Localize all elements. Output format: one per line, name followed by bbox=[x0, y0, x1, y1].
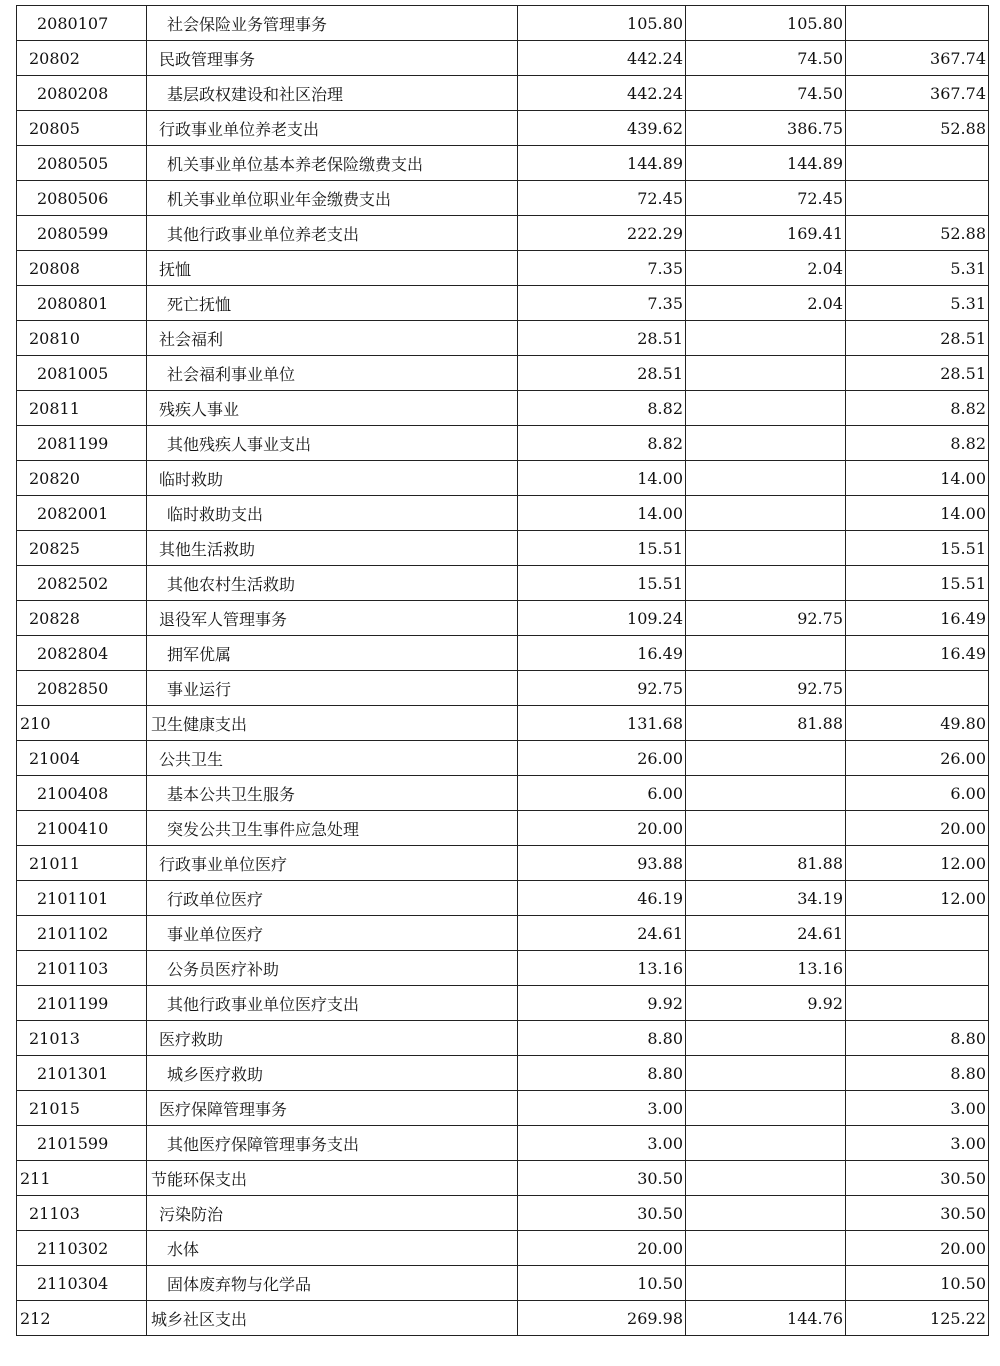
total-amount-cell: 131.68 bbox=[518, 706, 686, 741]
table-row bbox=[17, 1231, 989, 1266]
project-expenditure-cell: 16.49 bbox=[846, 601, 989, 636]
total-amount-cell: 72.45 bbox=[518, 181, 686, 216]
subject-code-cell: 2080107 bbox=[17, 6, 147, 41]
subject-name-cell: 医疗保障管理事务 bbox=[147, 1091, 518, 1126]
subject-code-cell: 211 bbox=[17, 1161, 147, 1196]
basic-expenditure-cell bbox=[686, 461, 846, 496]
table-row bbox=[17, 881, 989, 916]
subject-code-cell: 2082001 bbox=[17, 496, 147, 531]
subject-code-cell: 20810 bbox=[17, 321, 147, 356]
subject-name-cell: 残疾人事业 bbox=[147, 391, 518, 426]
basic-expenditure-cell: 386.75 bbox=[686, 111, 846, 146]
total-amount-cell: 20.00 bbox=[518, 811, 686, 846]
subject-name-cell: 污染防治 bbox=[147, 1196, 518, 1231]
subject-name-cell: 其他生活救助 bbox=[147, 531, 518, 566]
total-amount-cell: 3.00 bbox=[518, 1091, 686, 1126]
subject-code-cell: 21013 bbox=[17, 1021, 147, 1056]
project-expenditure-cell: 28.51 bbox=[846, 321, 989, 356]
total-amount-cell: 109.24 bbox=[518, 601, 686, 636]
table-row bbox=[17, 1056, 989, 1091]
total-amount-cell: 13.16 bbox=[518, 951, 686, 986]
basic-expenditure-cell bbox=[686, 741, 846, 776]
table-row bbox=[17, 251, 989, 286]
subject-name-cell: 行政单位医疗 bbox=[147, 881, 518, 916]
subject-code-cell: 2082850 bbox=[17, 671, 147, 706]
total-amount-cell: 28.51 bbox=[518, 321, 686, 356]
table-row bbox=[17, 426, 989, 461]
basic-expenditure-cell: 74.50 bbox=[686, 76, 846, 111]
project-expenditure-cell: 52.88 bbox=[846, 111, 989, 146]
project-expenditure-cell: 12.00 bbox=[846, 881, 989, 916]
subject-name-cell: 社会保险业务管理事务 bbox=[147, 6, 518, 41]
table-row bbox=[17, 496, 989, 531]
project-expenditure-cell bbox=[846, 181, 989, 216]
project-expenditure-cell: 30.50 bbox=[846, 1196, 989, 1231]
subject-code-cell: 2100408 bbox=[17, 776, 147, 811]
basic-expenditure-cell bbox=[686, 1056, 846, 1091]
basic-expenditure-cell: 144.89 bbox=[686, 146, 846, 181]
total-amount-cell: 15.51 bbox=[518, 566, 686, 601]
subject-name-cell: 其他农村生活救助 bbox=[147, 566, 518, 601]
total-amount-cell: 16.49 bbox=[518, 636, 686, 671]
project-expenditure-cell: 15.51 bbox=[846, 566, 989, 601]
total-amount-cell: 8.82 bbox=[518, 391, 686, 426]
subject-name-cell: 基层政权建设和社区治理 bbox=[147, 76, 518, 111]
table-row bbox=[17, 1126, 989, 1161]
project-expenditure-cell: 8.82 bbox=[846, 426, 989, 461]
total-amount-cell: 105.80 bbox=[518, 6, 686, 41]
basic-expenditure-cell: 24.61 bbox=[686, 916, 846, 951]
table-row bbox=[17, 566, 989, 601]
project-expenditure-cell: 14.00 bbox=[846, 496, 989, 531]
subject-name-cell: 水体 bbox=[147, 1231, 518, 1266]
total-amount-cell: 7.35 bbox=[518, 251, 686, 286]
total-amount-cell: 30.50 bbox=[518, 1196, 686, 1231]
table-row bbox=[17, 601, 989, 636]
project-expenditure-cell: 26.00 bbox=[846, 741, 989, 776]
table-row bbox=[17, 776, 989, 811]
basic-expenditure-cell: 92.75 bbox=[686, 671, 846, 706]
basic-expenditure-cell: 13.16 bbox=[686, 951, 846, 986]
basic-expenditure-cell bbox=[686, 1126, 846, 1161]
table-row bbox=[17, 76, 989, 111]
basic-expenditure-cell bbox=[686, 496, 846, 531]
subject-code-cell: 2080208 bbox=[17, 76, 147, 111]
project-expenditure-cell: 15.51 bbox=[846, 531, 989, 566]
subject-name-cell: 退役军人管理事务 bbox=[147, 601, 518, 636]
total-amount-cell: 8.82 bbox=[518, 426, 686, 461]
project-expenditure-cell: 8.80 bbox=[846, 1056, 989, 1091]
subject-name-cell: 其他行政事业单位医疗支出 bbox=[147, 986, 518, 1021]
table-row bbox=[17, 391, 989, 426]
basic-expenditure-cell bbox=[686, 391, 846, 426]
subject-name-cell: 机关事业单位职业年金缴费支出 bbox=[147, 181, 518, 216]
table-row bbox=[17, 636, 989, 671]
table-row bbox=[17, 1301, 989, 1336]
total-amount-cell: 222.29 bbox=[518, 216, 686, 251]
subject-code-cell: 212 bbox=[17, 1301, 147, 1336]
subject-name-cell: 其他残疾人事业支出 bbox=[147, 426, 518, 461]
basic-expenditure-cell: 2.04 bbox=[686, 286, 846, 321]
basic-expenditure-cell: 92.75 bbox=[686, 601, 846, 636]
project-expenditure-cell: 5.31 bbox=[846, 251, 989, 286]
basic-expenditure-cell bbox=[686, 1231, 846, 1266]
subject-name-cell: 基本公共卫生服务 bbox=[147, 776, 518, 811]
subject-code-cell: 2101199 bbox=[17, 986, 147, 1021]
total-amount-cell: 442.24 bbox=[518, 76, 686, 111]
total-amount-cell: 144.89 bbox=[518, 146, 686, 181]
total-amount-cell: 439.62 bbox=[518, 111, 686, 146]
basic-expenditure-cell: 9.92 bbox=[686, 986, 846, 1021]
basic-expenditure-cell: 2.04 bbox=[686, 251, 846, 286]
subject-code-cell: 2100410 bbox=[17, 811, 147, 846]
budget-table bbox=[16, 5, 989, 1336]
subject-code-cell: 20825 bbox=[17, 531, 147, 566]
project-expenditure-cell bbox=[846, 986, 989, 1021]
total-amount-cell: 26.00 bbox=[518, 741, 686, 776]
subject-code-cell: 20828 bbox=[17, 601, 147, 636]
table-row bbox=[17, 41, 989, 76]
project-expenditure-cell: 3.00 bbox=[846, 1091, 989, 1126]
total-amount-cell: 30.50 bbox=[518, 1161, 686, 1196]
subject-name-cell: 社会福利 bbox=[147, 321, 518, 356]
table-row bbox=[17, 181, 989, 216]
subject-name-cell: 民政管理事务 bbox=[147, 41, 518, 76]
basic-expenditure-cell bbox=[686, 356, 846, 391]
subject-code-cell: 2101102 bbox=[17, 916, 147, 951]
project-expenditure-cell: 14.00 bbox=[846, 461, 989, 496]
total-amount-cell: 20.00 bbox=[518, 1231, 686, 1266]
project-expenditure-cell: 28.51 bbox=[846, 356, 989, 391]
project-expenditure-cell: 3.00 bbox=[846, 1126, 989, 1161]
basic-expenditure-cell bbox=[686, 636, 846, 671]
subject-name-cell: 城乡社区支出 bbox=[147, 1301, 518, 1336]
subject-name-cell: 节能环保支出 bbox=[147, 1161, 518, 1196]
subject-name-cell: 公务员医疗补助 bbox=[147, 951, 518, 986]
project-expenditure-cell: 16.49 bbox=[846, 636, 989, 671]
total-amount-cell: 8.80 bbox=[518, 1021, 686, 1056]
project-expenditure-cell: 5.31 bbox=[846, 286, 989, 321]
project-expenditure-cell: 125.22 bbox=[846, 1301, 989, 1336]
total-amount-cell: 24.61 bbox=[518, 916, 686, 951]
subject-name-cell: 事业单位医疗 bbox=[147, 916, 518, 951]
subject-name-cell: 社会福利事业单位 bbox=[147, 356, 518, 391]
subject-code-cell: 2081005 bbox=[17, 356, 147, 391]
subject-code-cell: 210 bbox=[17, 706, 147, 741]
basic-expenditure-cell bbox=[686, 531, 846, 566]
total-amount-cell: 442.24 bbox=[518, 41, 686, 76]
project-expenditure-cell bbox=[846, 916, 989, 951]
subject-code-cell: 21011 bbox=[17, 846, 147, 881]
subject-name-cell: 行政事业单位养老支出 bbox=[147, 111, 518, 146]
subject-name-cell: 临时救助 bbox=[147, 461, 518, 496]
subject-name-cell: 固体废弃物与化学品 bbox=[147, 1266, 518, 1301]
subject-name-cell: 医疗救助 bbox=[147, 1021, 518, 1056]
subject-name-cell: 事业运行 bbox=[147, 671, 518, 706]
basic-expenditure-cell bbox=[686, 426, 846, 461]
basic-expenditure-cell: 72.45 bbox=[686, 181, 846, 216]
basic-expenditure-cell bbox=[686, 1161, 846, 1196]
subject-name-cell: 临时救助支出 bbox=[147, 496, 518, 531]
subject-code-cell: 21004 bbox=[17, 741, 147, 776]
project-expenditure-cell: 367.74 bbox=[846, 41, 989, 76]
subject-name-cell: 拥军优属 bbox=[147, 636, 518, 671]
table-row bbox=[17, 1091, 989, 1126]
subject-code-cell: 2080801 bbox=[17, 286, 147, 321]
basic-expenditure-cell bbox=[686, 566, 846, 601]
subject-name-cell: 公共卫生 bbox=[147, 741, 518, 776]
basic-expenditure-cell bbox=[686, 1021, 846, 1056]
project-expenditure-cell bbox=[846, 6, 989, 41]
subject-code-cell: 20808 bbox=[17, 251, 147, 286]
subject-code-cell: 2080505 bbox=[17, 146, 147, 181]
subject-code-cell: 21015 bbox=[17, 1091, 147, 1126]
table-row bbox=[17, 706, 989, 741]
subject-code-cell: 2082502 bbox=[17, 566, 147, 601]
subject-name-cell: 抚恤 bbox=[147, 251, 518, 286]
subject-name-cell: 突发公共卫生事件应急处理 bbox=[147, 811, 518, 846]
subject-code-cell: 2101101 bbox=[17, 881, 147, 916]
project-expenditure-cell: 52.88 bbox=[846, 216, 989, 251]
subject-code-cell: 2080599 bbox=[17, 216, 147, 251]
subject-name-cell: 死亡抚恤 bbox=[147, 286, 518, 321]
basic-expenditure-cell: 81.88 bbox=[686, 846, 846, 881]
subject-code-cell: 2101599 bbox=[17, 1126, 147, 1161]
subject-code-cell: 20805 bbox=[17, 111, 147, 146]
total-amount-cell: 3.00 bbox=[518, 1126, 686, 1161]
total-amount-cell: 9.92 bbox=[518, 986, 686, 1021]
project-expenditure-cell bbox=[846, 671, 989, 706]
project-expenditure-cell: 20.00 bbox=[846, 811, 989, 846]
subject-name-cell: 卫生健康支出 bbox=[147, 706, 518, 741]
total-amount-cell: 7.35 bbox=[518, 286, 686, 321]
subject-code-cell: 2101301 bbox=[17, 1056, 147, 1091]
subject-code-cell: 2081199 bbox=[17, 426, 147, 461]
total-amount-cell: 28.51 bbox=[518, 356, 686, 391]
basic-expenditure-cell bbox=[686, 776, 846, 811]
table-row bbox=[17, 356, 989, 391]
table-row bbox=[17, 146, 989, 181]
subject-code-cell: 20802 bbox=[17, 41, 147, 76]
basic-expenditure-cell: 74.50 bbox=[686, 41, 846, 76]
table-row bbox=[17, 111, 989, 146]
total-amount-cell: 14.00 bbox=[518, 496, 686, 531]
project-expenditure-cell bbox=[846, 146, 989, 181]
project-expenditure-cell: 367.74 bbox=[846, 76, 989, 111]
project-expenditure-cell: 8.82 bbox=[846, 391, 989, 426]
subject-code-cell: 21103 bbox=[17, 1196, 147, 1231]
table-row bbox=[17, 531, 989, 566]
table-row bbox=[17, 1196, 989, 1231]
subject-code-cell: 2080506 bbox=[17, 181, 147, 216]
subject-name-cell: 其他行政事业单位养老支出 bbox=[147, 216, 518, 251]
subject-code-cell: 2082804 bbox=[17, 636, 147, 671]
subject-code-cell: 20811 bbox=[17, 391, 147, 426]
total-amount-cell: 14.00 bbox=[518, 461, 686, 496]
table-row bbox=[17, 216, 989, 251]
project-expenditure-cell: 8.80 bbox=[846, 1021, 989, 1056]
table-row bbox=[17, 461, 989, 496]
subject-name-cell: 机关事业单位基本养老保险缴费支出 bbox=[147, 146, 518, 181]
total-amount-cell: 6.00 bbox=[518, 776, 686, 811]
subject-code-cell: 2101103 bbox=[17, 951, 147, 986]
total-amount-cell: 15.51 bbox=[518, 531, 686, 566]
table-row bbox=[17, 811, 989, 846]
table-row bbox=[17, 846, 989, 881]
subject-code-cell: 2110302 bbox=[17, 1231, 147, 1266]
subject-code-cell: 2110304 bbox=[17, 1266, 147, 1301]
total-amount-cell: 269.98 bbox=[518, 1301, 686, 1336]
table-row bbox=[17, 951, 989, 986]
basic-expenditure-cell bbox=[686, 1266, 846, 1301]
project-expenditure-cell: 20.00 bbox=[846, 1231, 989, 1266]
table-row bbox=[17, 671, 989, 706]
total-amount-cell: 10.50 bbox=[518, 1266, 686, 1301]
subject-code-cell: 20820 bbox=[17, 461, 147, 496]
subject-name-cell: 其他医疗保障管理事务支出 bbox=[147, 1126, 518, 1161]
subject-name-cell: 城乡医疗救助 bbox=[147, 1056, 518, 1091]
basic-expenditure-cell: 169.41 bbox=[686, 216, 846, 251]
project-expenditure-cell: 12.00 bbox=[846, 846, 989, 881]
basic-expenditure-cell bbox=[686, 1196, 846, 1231]
project-expenditure-cell: 10.50 bbox=[846, 1266, 989, 1301]
basic-expenditure-cell bbox=[686, 811, 846, 846]
basic-expenditure-cell: 105.80 bbox=[686, 6, 846, 41]
basic-expenditure-cell bbox=[686, 1091, 846, 1126]
table-row bbox=[17, 916, 989, 951]
basic-expenditure-cell: 34.19 bbox=[686, 881, 846, 916]
project-expenditure-cell: 6.00 bbox=[846, 776, 989, 811]
project-expenditure-cell bbox=[846, 951, 989, 986]
total-amount-cell: 92.75 bbox=[518, 671, 686, 706]
basic-expenditure-cell: 81.88 bbox=[686, 706, 846, 741]
basic-expenditure-cell bbox=[686, 321, 846, 356]
subject-name-cell: 行政事业单位医疗 bbox=[147, 846, 518, 881]
project-expenditure-cell: 30.50 bbox=[846, 1161, 989, 1196]
table-row bbox=[17, 6, 989, 41]
table-row bbox=[17, 986, 989, 1021]
table-row bbox=[17, 1266, 989, 1301]
total-amount-cell: 93.88 bbox=[518, 846, 686, 881]
table-row bbox=[17, 1021, 989, 1056]
project-expenditure-cell: 49.80 bbox=[846, 706, 989, 741]
basic-expenditure-cell: 144.76 bbox=[686, 1301, 846, 1336]
total-amount-cell: 8.80 bbox=[518, 1056, 686, 1091]
table-row bbox=[17, 1161, 989, 1196]
table-row bbox=[17, 286, 989, 321]
budget-table-body bbox=[17, 6, 989, 1336]
table-row bbox=[17, 741, 989, 776]
table-row bbox=[17, 321, 989, 356]
total-amount-cell: 46.19 bbox=[518, 881, 686, 916]
